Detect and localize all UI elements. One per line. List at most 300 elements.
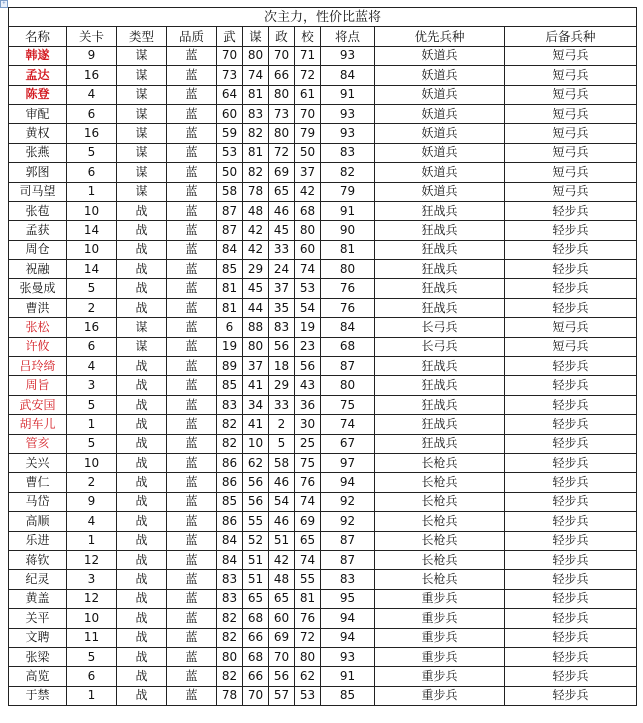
table-row — [9, 550, 637, 569]
table-cell: 短弓兵 — [505, 318, 637, 337]
table-cell: 59 — [217, 124, 243, 143]
table-cell: 18 — [269, 357, 295, 376]
table-cell: 轻步兵 — [505, 434, 637, 453]
table-cell: 92 — [321, 512, 375, 531]
table-cell: 重步兵 — [375, 686, 505, 705]
table-cell: 6 — [67, 337, 117, 356]
table-cell: 46 — [269, 473, 295, 492]
table-cell: 战 — [117, 512, 167, 531]
table-row — [9, 395, 637, 414]
table-cell: 妖道兵 — [375, 85, 505, 104]
table-cell: 16 — [67, 66, 117, 85]
table-row — [9, 143, 637, 162]
table-cell: 56 — [269, 337, 295, 356]
table-cell: 91 — [321, 85, 375, 104]
table-cell: 2 — [269, 415, 295, 434]
table-cell: 91 — [321, 201, 375, 220]
table-cell: 61 — [295, 85, 321, 104]
table-cell: 19 — [295, 318, 321, 337]
table-cell: 蓝 — [167, 46, 217, 65]
table-cell: 62 — [295, 667, 321, 686]
table-cell: 64 — [217, 85, 243, 104]
table-cell: 蓝 — [167, 570, 217, 589]
table-cell: 33 — [269, 395, 295, 414]
table-cell: 82 — [217, 434, 243, 453]
table-cell: 73 — [269, 104, 295, 123]
table-cell: 长枪兵 — [375, 473, 505, 492]
table-cell: 94 — [321, 609, 375, 628]
table-cell: 战 — [117, 298, 167, 317]
table-cell: 妖道兵 — [375, 182, 505, 201]
table-cell: 狂战兵 — [375, 201, 505, 220]
table-cell: 97 — [321, 453, 375, 472]
general-name-cell: 孟达 — [9, 66, 67, 85]
table-cell: 10 — [67, 453, 117, 472]
table-cell: 妖道兵 — [375, 163, 505, 182]
table-cell: 72 — [295, 66, 321, 85]
table-cell: 11 — [67, 628, 117, 647]
table-cell: 蓝 — [167, 395, 217, 414]
table-cell: 谋 — [117, 182, 167, 201]
table-row — [9, 492, 637, 511]
table-cell: 81 — [295, 589, 321, 608]
table-cell: 83 — [217, 395, 243, 414]
table-row — [9, 415, 637, 434]
table-cell: 58 — [217, 182, 243, 201]
column-header: 将点 — [321, 27, 375, 46]
table-cell: 狂战兵 — [375, 434, 505, 453]
table-cell: 24 — [269, 260, 295, 279]
table-row — [9, 473, 637, 492]
table-cell: 战 — [117, 550, 167, 569]
table-cell: 1 — [67, 686, 117, 705]
table-cell: 蓝 — [167, 609, 217, 628]
table-cell: 狂战兵 — [375, 221, 505, 240]
table-cell: 65 — [269, 182, 295, 201]
table-cell: 战 — [117, 201, 167, 220]
table-cell: 战 — [117, 415, 167, 434]
table-cell: 29 — [243, 260, 269, 279]
table-cell: 87 — [321, 531, 375, 550]
table-cell: 69 — [295, 512, 321, 531]
table-cell: 战 — [117, 395, 167, 414]
column-header: 政 — [269, 27, 295, 46]
table-cell: 91 — [321, 667, 375, 686]
table-row — [9, 104, 637, 123]
general-name-cell: 张苞 — [9, 201, 67, 220]
table-cell: 1 — [67, 415, 117, 434]
table-cell: 短弓兵 — [505, 66, 637, 85]
general-name-cell: 管亥 — [9, 434, 67, 453]
table-cell: 60 — [269, 609, 295, 628]
table-cell: 41 — [243, 376, 269, 395]
table-cell: 57 — [269, 686, 295, 705]
table-cell: 蓝 — [167, 357, 217, 376]
table-cell: 5 — [269, 434, 295, 453]
table-row — [9, 298, 637, 317]
table-cell: 战 — [117, 434, 167, 453]
table-cell: 战 — [117, 357, 167, 376]
table-cell: 狂战兵 — [375, 415, 505, 434]
table-cell: 2 — [67, 473, 117, 492]
table-cell: 蓝 — [167, 415, 217, 434]
table-cell: 30 — [295, 415, 321, 434]
column-header: 优先兵种 — [375, 27, 505, 46]
table-cell: 蓝 — [167, 531, 217, 550]
table-cell: 谋 — [117, 104, 167, 123]
table-cell: 50 — [217, 163, 243, 182]
table-cell: 谋 — [117, 85, 167, 104]
table-cell: 战 — [117, 376, 167, 395]
general-name-cell: 高览 — [9, 667, 67, 686]
table-cell: 66 — [243, 628, 269, 647]
table-cell: 78 — [243, 182, 269, 201]
general-name-cell: 张曼成 — [9, 279, 67, 298]
table-cell: 45 — [269, 221, 295, 240]
table-cell: 34 — [243, 395, 269, 414]
table-cell: 长枪兵 — [375, 453, 505, 472]
table-cell: 73 — [217, 66, 243, 85]
table-cell: 82 — [217, 609, 243, 628]
table-cell: 9 — [67, 492, 117, 511]
table-cell: 65 — [269, 589, 295, 608]
table-cell: 3 — [67, 376, 117, 395]
table-cell: 蓝 — [167, 66, 217, 85]
table-cell: 74 — [295, 550, 321, 569]
table-cell: 83 — [217, 570, 243, 589]
table-row — [9, 647, 637, 666]
table-cell: 战 — [117, 570, 167, 589]
table-cell: 46 — [269, 201, 295, 220]
table-cell: 狂战兵 — [375, 279, 505, 298]
table-row — [9, 337, 637, 356]
table-cell: 谋 — [117, 163, 167, 182]
table-cell: 72 — [295, 628, 321, 647]
table-cell: 蓝 — [167, 376, 217, 395]
table-cell: 蓝 — [167, 318, 217, 337]
table-cell: 10 — [67, 240, 117, 259]
table-cell: 轻步兵 — [505, 453, 637, 472]
table-cell: 23 — [295, 337, 321, 356]
table-row — [9, 570, 637, 589]
table-cell: 56 — [269, 667, 295, 686]
table-cell: 25 — [295, 434, 321, 453]
table-cell: 76 — [295, 609, 321, 628]
table-cell: 81 — [217, 298, 243, 317]
table-cell: 重步兵 — [375, 667, 505, 686]
table-cell: 68 — [321, 337, 375, 356]
general-name-cell: 黄盖 — [9, 589, 67, 608]
table-cell: 轻步兵 — [505, 201, 637, 220]
table-cell: 88 — [243, 318, 269, 337]
table-cell: 狂战兵 — [375, 395, 505, 414]
table-cell: 81 — [243, 143, 269, 162]
general-name-cell: 武安国 — [9, 395, 67, 414]
table-cell: 51 — [269, 531, 295, 550]
table-cell: 妖道兵 — [375, 143, 505, 162]
table-cell: 战 — [117, 628, 167, 647]
table-cell: 82 — [217, 628, 243, 647]
table-cell: 蓝 — [167, 473, 217, 492]
table-cell: 轻步兵 — [505, 628, 637, 647]
table-cell: 58 — [269, 453, 295, 472]
table-cell: 74 — [321, 415, 375, 434]
table-cell: 轻步兵 — [505, 686, 637, 705]
table-cell: 战 — [117, 221, 167, 240]
table-row — [9, 434, 637, 453]
table-cell: 狂战兵 — [375, 298, 505, 317]
table-cell: 蓝 — [167, 240, 217, 259]
title-row — [9, 8, 637, 27]
table-cell: 10 — [67, 201, 117, 220]
table-cell: 74 — [295, 260, 321, 279]
general-name-cell: 于禁 — [9, 686, 67, 705]
table-row — [9, 163, 637, 182]
table-cell: 短弓兵 — [505, 337, 637, 356]
general-name-cell: 胡车儿 — [9, 415, 67, 434]
table-cell: 蓝 — [167, 628, 217, 647]
table-cell: 短弓兵 — [505, 182, 637, 201]
table-cell: 蓝 — [167, 182, 217, 201]
table-cell: 轻步兵 — [505, 357, 637, 376]
table-cell: 45 — [243, 279, 269, 298]
table-row — [9, 609, 637, 628]
table-cell: 蓝 — [167, 512, 217, 531]
general-name-cell: 许攸 — [9, 337, 67, 356]
table-cell: 55 — [243, 512, 269, 531]
general-name-cell: 乐进 — [9, 531, 67, 550]
table-cell: 长枪兵 — [375, 492, 505, 511]
table-cell: 68 — [295, 201, 321, 220]
table-row — [9, 512, 637, 531]
table-cell: 43 — [295, 376, 321, 395]
header-row — [9, 27, 637, 46]
general-name-cell: 高顺 — [9, 512, 67, 531]
table-cell: 55 — [295, 570, 321, 589]
general-name-cell: 纪灵 — [9, 570, 67, 589]
table-cell: 10 — [243, 434, 269, 453]
table-cell: 36 — [295, 395, 321, 414]
table-cell: 5 — [67, 279, 117, 298]
table-cell: 68 — [243, 609, 269, 628]
table-cell: 长枪兵 — [375, 570, 505, 589]
table-cell: 战 — [117, 589, 167, 608]
table-cell: 长弓兵 — [375, 318, 505, 337]
table-cell: 12 — [67, 550, 117, 569]
table-cell: 战 — [117, 492, 167, 511]
table-cell: 60 — [295, 240, 321, 259]
table-cell: 71 — [295, 46, 321, 65]
table-cell: 80 — [321, 260, 375, 279]
table-cell: 56 — [243, 492, 269, 511]
table-cell: 谋 — [117, 318, 167, 337]
table-cell: 蓝 — [167, 143, 217, 162]
table-cell: 重步兵 — [375, 647, 505, 666]
table-cell: 1 — [67, 531, 117, 550]
table-cell: 84 — [217, 550, 243, 569]
table-cell: 48 — [269, 570, 295, 589]
table-cell: 蓝 — [167, 85, 217, 104]
table-cell: 蓝 — [167, 550, 217, 569]
table-cell: 37 — [295, 163, 321, 182]
table-row — [9, 376, 637, 395]
generals-table — [8, 7, 637, 706]
table-cell: 轻步兵 — [505, 415, 637, 434]
table-cell: 93 — [321, 647, 375, 666]
table-cell: 6 — [67, 667, 117, 686]
column-header: 谋 — [243, 27, 269, 46]
general-name-cell: 陈登 — [9, 85, 67, 104]
table-cell: 68 — [243, 647, 269, 666]
table-cell: 86 — [217, 512, 243, 531]
table-cell: 94 — [321, 628, 375, 647]
table-cell: 85 — [321, 686, 375, 705]
table-cell: 66 — [243, 667, 269, 686]
table-cell: 蓝 — [167, 647, 217, 666]
general-name-cell: 周旨 — [9, 376, 67, 395]
table-cell: 75 — [295, 453, 321, 472]
table-cell: 80 — [295, 647, 321, 666]
table-row — [9, 85, 637, 104]
table-cell: 51 — [243, 570, 269, 589]
table-cell: 妖道兵 — [375, 104, 505, 123]
table-cell: 14 — [67, 221, 117, 240]
table-cell: 长枪兵 — [375, 512, 505, 531]
table-cell: 轻步兵 — [505, 298, 637, 317]
table-cell: 42 — [269, 550, 295, 569]
table-cell: 70 — [295, 104, 321, 123]
table-cell: 蓝 — [167, 589, 217, 608]
table-cell: 3 — [67, 570, 117, 589]
table-cell: 84 — [217, 531, 243, 550]
table-cell: 蓝 — [167, 434, 217, 453]
table-cell: 70 — [269, 46, 295, 65]
table-cell: 狂战兵 — [375, 240, 505, 259]
table-cell: 轻步兵 — [505, 589, 637, 608]
general-name-cell: 曹仁 — [9, 473, 67, 492]
table-cell: 48 — [243, 201, 269, 220]
table-cell: 87 — [217, 201, 243, 220]
general-name-cell: 周仓 — [9, 240, 67, 259]
table-cell: 妖道兵 — [375, 124, 505, 143]
table-cell: 53 — [295, 279, 321, 298]
table-cell: 80 — [321, 376, 375, 395]
table-cell: 90 — [321, 221, 375, 240]
table-cell: 蓝 — [167, 124, 217, 143]
table-cell: 妖道兵 — [375, 66, 505, 85]
table-row — [9, 589, 637, 608]
table-row — [9, 318, 637, 337]
column-header: 武 — [217, 27, 243, 46]
table-cell: 16 — [67, 124, 117, 143]
table-cell: 42 — [243, 240, 269, 259]
table-cell: 86 — [217, 453, 243, 472]
table-cell: 72 — [269, 143, 295, 162]
table-cell: 战 — [117, 279, 167, 298]
table-cell: 69 — [269, 628, 295, 647]
table-cell: 83 — [243, 104, 269, 123]
general-name-cell: 黄权 — [9, 124, 67, 143]
column-header: 品质 — [167, 27, 217, 46]
table-cell: 86 — [217, 473, 243, 492]
table-cell: 82 — [217, 415, 243, 434]
table-row — [9, 531, 637, 550]
table-cell: 狂战兵 — [375, 376, 505, 395]
table-cell: 轻步兵 — [505, 240, 637, 259]
table-cell: 69 — [269, 163, 295, 182]
column-header: 关卡 — [67, 27, 117, 46]
table-cell: 蓝 — [167, 163, 217, 182]
table-cell: 83 — [321, 570, 375, 589]
table-cell: 53 — [217, 143, 243, 162]
table-cell: 谋 — [117, 124, 167, 143]
table-cell: 战 — [117, 647, 167, 666]
table-cell: 轻步兵 — [505, 376, 637, 395]
table-cell: 83 — [321, 143, 375, 162]
table-cell: 蓝 — [167, 104, 217, 123]
table-cell: 轻步兵 — [505, 609, 637, 628]
table-cell: 50 — [295, 143, 321, 162]
table-cell: 60 — [217, 104, 243, 123]
table-cell: 战 — [117, 240, 167, 259]
table-cell: 蓝 — [167, 221, 217, 240]
table-cell: 94 — [321, 473, 375, 492]
table-cell: 51 — [243, 550, 269, 569]
table-cell: 战 — [117, 531, 167, 550]
table-cell: 5 — [67, 434, 117, 453]
column-header: 后备兵种 — [505, 27, 637, 46]
general-name-cell: 审配 — [9, 104, 67, 123]
table-cell: 短弓兵 — [505, 124, 637, 143]
table-cell: 82 — [321, 163, 375, 182]
table-cell: 短弓兵 — [505, 143, 637, 162]
general-name-cell: 司马望 — [9, 182, 67, 201]
table-cell: 6 — [217, 318, 243, 337]
table-cell: 85 — [217, 492, 243, 511]
table-cell: 蓝 — [167, 453, 217, 472]
table-cell: 战 — [117, 667, 167, 686]
table-cell: 78 — [217, 686, 243, 705]
table-cell: 16 — [67, 318, 117, 337]
table-cell: 67 — [321, 434, 375, 453]
table-row — [9, 182, 637, 201]
table-cell: 93 — [321, 104, 375, 123]
table-cell: 蓝 — [167, 279, 217, 298]
table-row — [9, 453, 637, 472]
table-cell: 蓝 — [167, 686, 217, 705]
table-cell: 轻步兵 — [505, 473, 637, 492]
table-cell: 80 — [217, 647, 243, 666]
general-table-sheet — [8, 7, 636, 706]
table-cell: 蓝 — [167, 492, 217, 511]
table-cell: 80 — [243, 337, 269, 356]
table-cell: 5 — [67, 647, 117, 666]
table-cell: 93 — [321, 46, 375, 65]
table-cell: 战 — [117, 260, 167, 279]
table-cell: 76 — [321, 298, 375, 317]
column-header: 名称 — [9, 27, 67, 46]
table-cell: 4 — [67, 512, 117, 531]
table-cell: 82 — [243, 163, 269, 182]
table-cell: 蓝 — [167, 337, 217, 356]
table-cell: 轻步兵 — [505, 492, 637, 511]
general-name-cell: 郭图 — [9, 163, 67, 182]
table-cell: 蓝 — [167, 667, 217, 686]
table-cell: 53 — [295, 686, 321, 705]
table-cell: 75 — [321, 395, 375, 414]
table-cell: 81 — [217, 279, 243, 298]
table-cell: 80 — [269, 85, 295, 104]
